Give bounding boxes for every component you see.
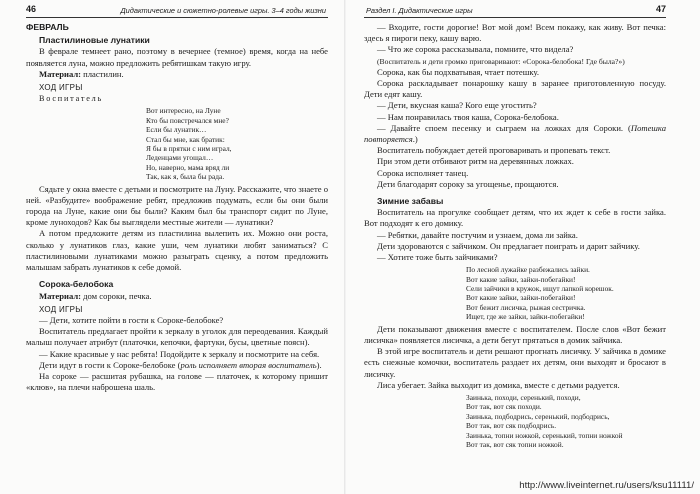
paragraph: Сорока раскладывает понарошку кашу в заранее приготовленную посуду. Дети едят кашу. <box>364 78 666 100</box>
poem-line: Если бы лунатик… <box>146 125 207 135</box>
poem-line: Заинька, походи, серенький, походи, <box>466 392 581 402</box>
watermark-url[interactable]: http://www.liveinternet.ru/users/ksu11111/ <box>519 480 694 491</box>
paragraph: — Входите, гости дорогие! Вот мой дом! Всем покажу, как живу. Вот печка: здесь я пироги пеку, кашу варю. <box>364 22 666 44</box>
poem-line: Кто бы повстречался мне? <box>146 115 229 125</box>
poem-line: Вот так, вот сяк подбодрись. <box>466 421 557 431</box>
poem-line: По лесной лужайке разбежались зайки. <box>466 265 590 275</box>
paragraph: В феврале темнеет рано, поэтому в вечернее (темное) время, когда на небе появляется луна, можно предложить ребятишкам такую игру. <box>26 46 328 68</box>
right-running-head: Раздел I. Дидактические игры <box>366 6 473 15</box>
materials-value: пластилин. <box>81 68 124 79</box>
paragraph: — Дети, вкусная каша? Кого еще угостить? <box>377 100 537 111</box>
left-page-number: 46 <box>26 4 37 14</box>
paragraph: Воспитатель на прогулке сообщает детям, что их ждет к себе в гости зайка. Вот подходят к его домику. <box>364 207 666 229</box>
section-title: ФЕВРАЛЬ <box>26 22 69 32</box>
paragraph: А потом предложите детям из пластилина вылепить их. Можно они роста, сколько у лунатиков глаз, какие уши, чем лунатики любят заниматься? С пластилиновыми лунатиками можно разыграть сценку, а потом предложить малышам забрать лунатиков к себе домой. <box>26 228 328 273</box>
text-run: ). <box>316 359 322 370</box>
paragraph: — Хотите тоже быть зайчиками? <box>377 252 498 263</box>
paragraph: (Воспитатель и дети громко приговаривают: «Сорока-белобока! Где была?») <box>377 56 625 66</box>
poem-line: Леденцами угощал… <box>146 153 214 163</box>
paragraph <box>26 360 328 371</box>
paragraph: На сороке — расшитая рубашка, на голове — платочек, к которому пришит «клюв», на плечи наброшена шаль. <box>26 370 328 393</box>
poem-line: Я бы в прятки с ним играл, <box>146 144 232 154</box>
materials-value: дом сороки, печка. <box>81 290 152 301</box>
paragraph: Сорока исполняет танец. <box>377 167 469 178</box>
poem-bunnies <box>466 265 666 321</box>
right-running-header <box>364 0 666 18</box>
paragraph: Дети благодарят сороку за угощенье, прощаются. <box>377 178 559 189</box>
left-page-body <box>26 22 328 393</box>
text-run: — Давайте споем песенку и сыграем на ложках для Сороки. ( <box>377 122 631 133</box>
paragraph: Воспитатель предлагает пройти к зеркалу в уголок для переодевания. Каждый малыш получает атрибут (платочки, кепочки, фартуки, бусы, цветные поясн). <box>26 326 328 348</box>
materials-line <box>26 291 328 302</box>
text-run: Дети идут в гости к Сороке-белобоке ( <box>39 359 181 370</box>
poem-line: Заинька, подбодрись, серенький, подбодрись, <box>466 411 610 421</box>
paragraph: — Нам понравилась твоя каша, Сорока-белобока. <box>377 111 559 122</box>
poem-line: Сели зайчики в кружок, ищут лапкой корешок. <box>466 284 614 294</box>
right-page-number: 47 <box>655 4 666 14</box>
game-title-winter: Зимние забавы <box>377 196 444 207</box>
materials-label: Материал: <box>39 290 82 301</box>
poem-line: Вот бежит лисичка, рыжая сестричка. <box>466 302 586 312</box>
book-gutter <box>344 0 346 494</box>
course-label: ХОД ИГРЫ <box>39 83 83 93</box>
paragraph: Лиса убегает. Зайка выходит из домика, вместе с детьми радуется. <box>377 379 620 390</box>
paragraph <box>364 123 666 145</box>
poem-line: Вот так, вот сяк топни ножкой. <box>466 439 564 449</box>
paragraph: В этой игре воспитатель и дети решают прогнать лисичку. У зайчика в домике есть снежные комочки, воспитатель раздает их детям, они выходят и бросают в лисичку. <box>364 346 666 379</box>
paragraph: Сядьте у окна вместе с детьми и посмотрите на Луну. Расскажите, что знаете о ней. «Разбудите» воображение ребят, предложив подумать, если бы они были города на Луне, какие они бы были? Каким был бы транспорт сидит по Луне, кроме луноходов? Как бы выглядели местные жители — лунатики? <box>26 183 328 228</box>
text-run-italic: роль исполняет вторая воспитатель <box>180 359 317 370</box>
game-title-lunatics: Пластилиновые лунатики <box>39 35 150 46</box>
poem-line: Вот какие зайки, зайки-побегайки! <box>466 274 576 284</box>
right-page-body <box>364 22 666 451</box>
left-running-header <box>26 0 328 18</box>
paragraph: При этом дети отбивают ритм на деревянных ложках. <box>377 156 574 167</box>
speaker-label: Воспитатель <box>39 94 104 104</box>
left-running-head: Дидактические и сюжетно-ролевые игры. 3–4 годы жизни <box>120 6 326 15</box>
right-page <box>364 0 666 494</box>
materials-line <box>26 69 328 80</box>
poem-line: Вот так, вот сяк походи. <box>466 402 542 412</box>
poem-line: Стал бы мне, как братик: <box>146 134 225 144</box>
poem-line: Вот какие зайки, зайки-побегайки! <box>466 293 576 303</box>
course-label: ХОД ИГРЫ <box>39 304 83 314</box>
poem-line: Заинька, топни ножкой, серенький, топни ножкой <box>466 430 623 440</box>
left-page <box>26 0 328 494</box>
poem-line: Ищет, где же зайки, зайки-побегайки! <box>466 312 585 322</box>
text-run: .) <box>412 134 418 145</box>
paragraph: — Ребятки, давайте постучим и узнаем, дома ли зайка. <box>377 229 578 240</box>
poem-zainka <box>466 393 666 449</box>
poem-line: Так, как я, была бы рада. <box>146 172 225 182</box>
paragraph: — Что же сорока рассказывала, помните, что видела? <box>377 44 574 55</box>
materials-label: Материал: <box>39 68 82 79</box>
poem-line: Но, наверно, мама вряд ли <box>146 162 230 172</box>
paragraph: Сорока, как бы подхватывая, чтает потешку. <box>377 66 539 77</box>
poem-lunatics <box>146 106 328 181</box>
paragraph: Дети показывают движения вместе с воспитателем. После слов «Вот бежит лисичка» появляется лисичка, а дети бегут прятаться в домик зайчика. <box>364 323 666 345</box>
game-title-magpie: Сорока-белобока <box>39 279 114 290</box>
poem-line: Вот интересно, на Луне <box>146 106 221 116</box>
paragraph: Воспитатель побуждает детей проговаривать и пропевать текст. <box>377 145 611 156</box>
paragraph: Дети здороваются с зайчиком. Он предлагает поиграть и дарит зайчику. <box>377 240 640 251</box>
paragraph: — Дети, хотите пойти в гости к Сороке-белобоке? <box>39 314 224 325</box>
text-run-italic: Потешка повторяется <box>364 122 666 145</box>
paragraph: — Какие красивые у нас ребята! Подойдите к зеркалу и посмотрите на себя. <box>39 348 320 359</box>
